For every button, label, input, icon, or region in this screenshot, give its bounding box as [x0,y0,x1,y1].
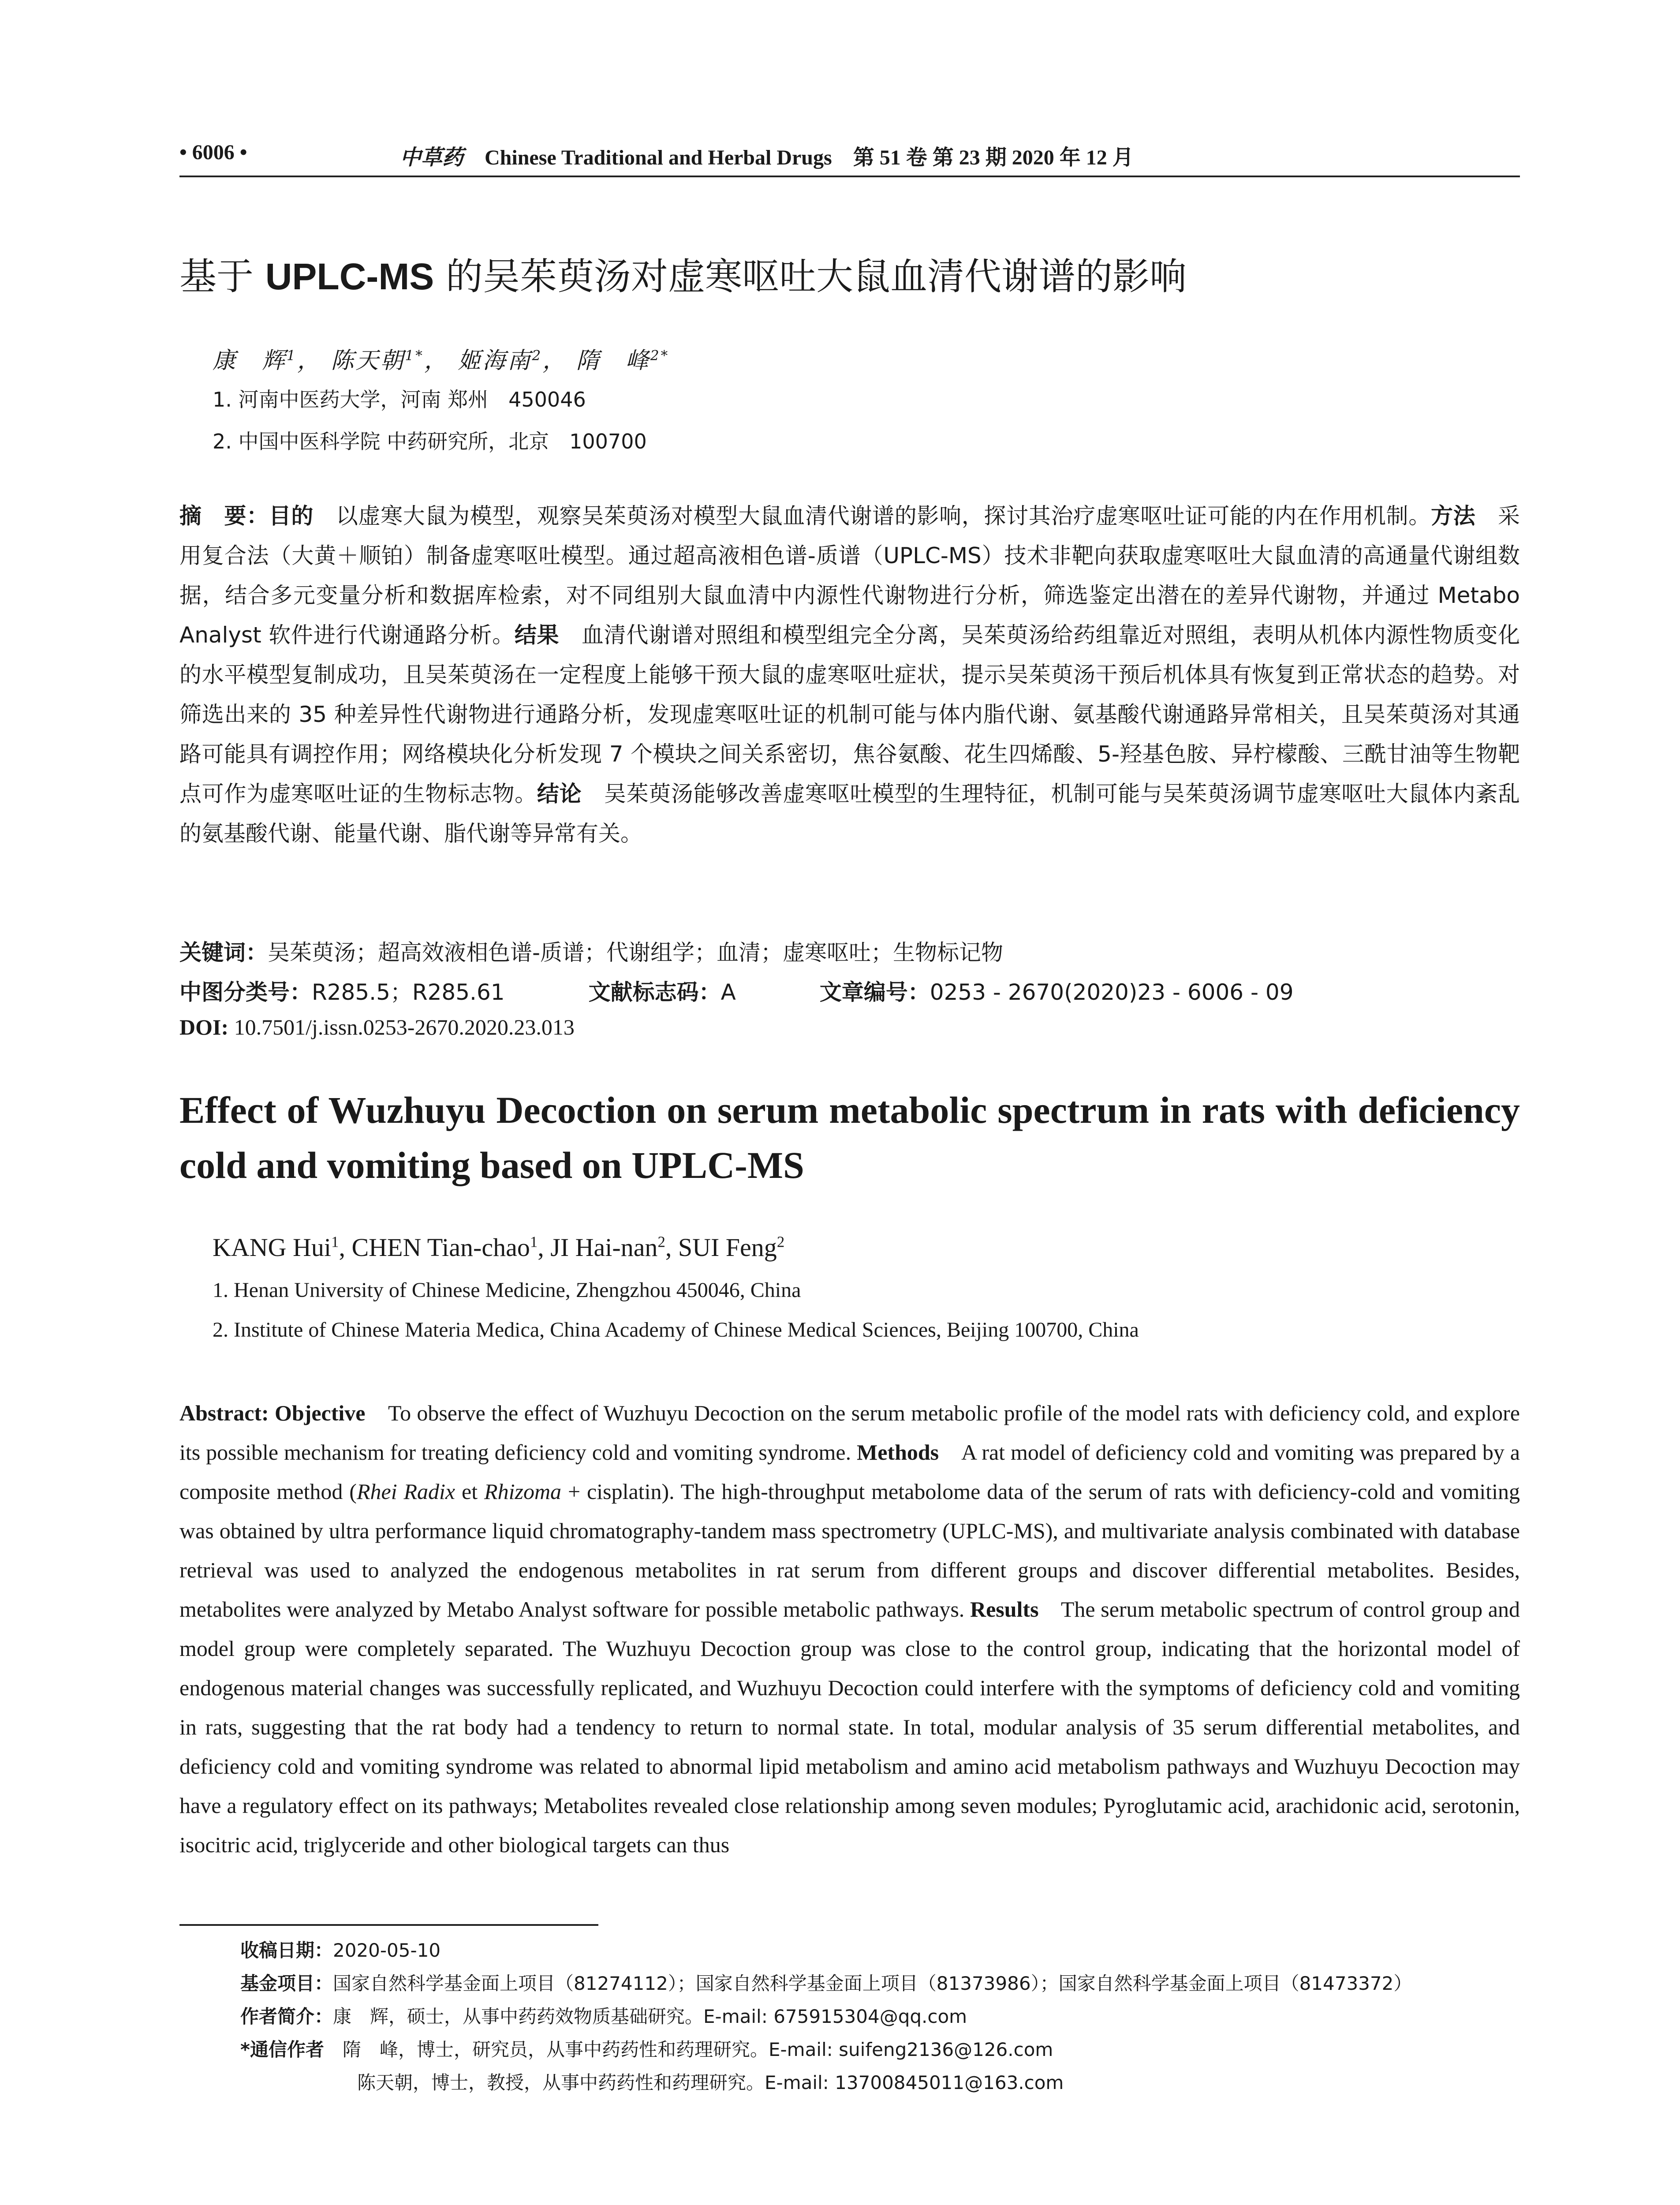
header-divider [179,176,1520,177]
journal-line [400,140,1134,171]
en-abstract-label: Abstract: [179,1401,269,1425]
doi-line: DOI: 10.7501/j.issn.0253-2670.2020.23.013 [179,1015,575,1039]
cn-author: 姬海南 [458,348,532,374]
page-number: • 6006 • [179,141,247,164]
cn-paper-title: 基于 UPLC-MS 的吴茱萸汤对虚寒呕吐大鼠血清代谢谱的影响 [179,255,1187,298]
journal-en-name: Chinese Traditional and Herbal Drugs [485,146,832,169]
cn-abstract: 摘 要：目的 以虚寒大鼠为模型，观察吴茱萸汤对模型大鼠血清代谢谱的影响，探讨其治疗虚寒呕吐证可能的内在作用机制。方法 采用复合法（大黄＋顺铂）制备虚寒呕吐模型。通过超高液相色谱-质谱（UPLC-MS）技术非靶向获取虚寒呕吐大鼠血清的高通量代谢组数据，结合多元变量分析和数据库检索，对不同组别大鼠血清中内源性代谢物进行分析，筛选鉴定出潜在的差异代谢物，并通过 Metabo Analyst 软件进行代谢通路分析。结果 血清代谢谱对照组和模型组完全分离，吴茱萸汤给药组靠近对照组，表明从机体内源性物质变化的水平模型复制成功，且吴茱萸汤在一定程度上能够干预大鼠的虚寒呕吐症状，提示吴茱萸汤干预后机体具有恢复到正常状态的趋势。对筛选出来的 35 种差异性代谢物进行通路分析，发现虚寒呕吐证的机制可能与体内脂代谢、氨基酸代谢通路异常相关，且吴茱萸汤对其通路可能具有调控作用；网络模块化分析发现 7 个模块之间关系密切，焦谷氨酸、花生四烯酸、5-羟基色胺、异柠檬酸、三酰甘油等生物靶点可作为虚寒呕吐证的生物标志物。结论 吴茱萸汤能够改善虚寒呕吐模型的生理特征，机制可能与吴茱萸汤调节虚寒呕吐大鼠体内紊乱的氨基酸代谢、能量代谢、脂代谢等异常有关。 [179,503,1520,846]
running-header [179,140,1520,172]
en-author: CHEN Tian-chao [351,1233,530,1262]
en-author: JI Hai-nan [550,1233,658,1262]
journal-issue: 第 51 卷 第 23 期 2020 年 12 月 [853,146,1134,169]
footnote-received: 收稿日期：2020-05-10 [240,1940,441,1961]
cn-affiliation: 1. 河南中医药大学，河南 郑州 450046 [213,388,586,411]
journal-cn-name: 中草药 [400,145,464,170]
cn-keywords: 关键词：吴茱萸汤；超高效液相色谱-质谱；代谢组学；血清；虚寒呕吐；生物标记物 [179,940,1004,965]
cn-abstract-label: 摘 要： [179,503,269,529]
cn-author: 陈天朝 [331,348,405,374]
en-author-list: KANG Hui$^1$, CHEN Tian-chao$^1$, JI Hai-nan$^2$, SUI Feng$^2$ [213,1233,785,1262]
en-abstract: Abstract: Objective To observe the effect of Wuzhuyu Decoction on the serum metabolic profile of the model rats with deficiency cold, and explore its possible mechanism for treating deficiency cold and vomiting syndrome. Methods A rat model of deficiency cold and vomiting was prepared by a composite method (Rhei Radix et Rhizoma + cisplatin). The high-throughput metabolome data of the serum of rats with deficiency-cold and vomiting was obtained by ultra performance liquid chromatography-tandem mass spectrometry (UPLC-MS), and multivariate analysis combinated with database retrieval was used to analyzed the endogenous metabolites in rat serum from different groups and discover differential metabolites. Besides, metabolites were analyzed by Metabo Analyst software for possible metabolic pathways. Results The serum metabolic spectrum of control group and model group were completely separated. The Wuzhuyu Decoction group was close to the control group, indicating that the horizontal model of endogenous material changes was successfully replicated, and Wuzhuyu Decoction could interfere with the symptoms of deficiency cold and vomiting in rats, suggesting that the rat body had a tendency to return to normal state. In total, modular analysis of 35 serum differential metabolites, and deficiency cold and vomiting syndrome was related to abnormal lipid metabolism and amino acid metabolism pathways and Wuzhuyu Decoction may have a regulatory effect on its pathways; Metabolites revealed close relationship among seven modules; Pyroglutamic acid, arachidonic acid, serotonin, isocitric acid, triglyceride and other biological targets can thus [179,1401,1520,1857]
en-affiliation: 1. Henan University of Chinese Medicine, Zhengzhou 450046, China [213,1278,801,1302]
cn-author-list: 康 辉$^1$， 陈天朝$^{1*}$， 姬海南$^2$， 隋 峰$^{2*}$ [213,348,670,374]
cn-affiliation: 2. 中国中医科学院 中药研究所，北京 100700 [213,430,647,453]
footnote-divider [179,1924,598,1926]
footnote-corresponding-2: 陈天朝，博士，教授，从事中药药性和药理研究。E-mail: 13700845011@163.com [357,2072,1064,2093]
footnote-author: 作者简介：康 辉，硕士，从事中药药效物质基础研究。E-mail: 675915304@qq.com [240,2006,967,2027]
cn-author: 隋 峰 [576,348,650,374]
cn-author: 康 辉 [213,348,287,374]
en-author: SUI Feng [678,1233,777,1262]
footnote-corresponding: *通信作者 隋 峰，博士，研究员，从事中药药性和药理研究。E-mail: suifeng2136@126.com [240,2039,1053,2060]
en-author: KANG Hui [213,1233,332,1262]
en-paper-title: Effect of Wuzhuyu Decoction on serum metabolic spectrum in rats with deficiency cold and vomiting based on UPLC-MS [179,1089,1520,1186]
footnote-fund: 基金项目：国家自然科学基金面上项目（81274112）；国家自然科学基金面上项目（81373986）；国家自然科学基金面上项目（81473372） [240,1973,1412,1994]
cn-classification: 中图分类号：R285.5；R285.61 文献标志码：A 文章编号：0253 - 2670(2020)23 - 6006 - 09 [179,979,1294,1005]
en-affiliation: 2. Institute of Chinese Materia Medica, China Academy of Chinese Medical Sciences, Beijing 100700, China [213,1318,1139,1342]
